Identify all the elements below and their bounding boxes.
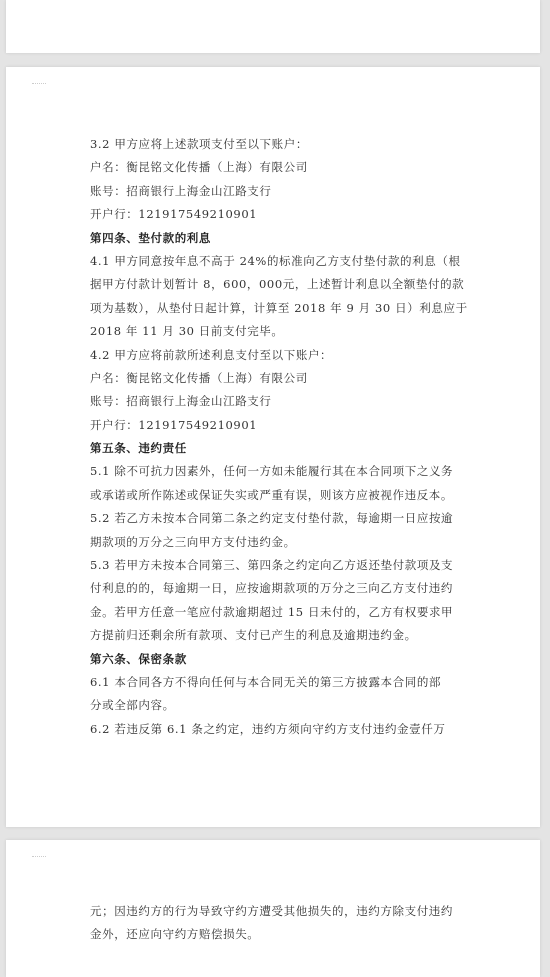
section-heading: 第六条、保密条款 <box>90 651 187 666</box>
previous-page <box>6 0 540 53</box>
document-page <box>6 67 540 827</box>
text-line: 方提前归还剩余所有款项、支付已产生的利息及逾期违约金。 <box>90 628 417 643</box>
section-heading: 第四条、垫付款的利息 <box>90 230 211 245</box>
text-line: 金外，还应向守约方赔偿损失。 <box>90 927 260 942</box>
text-line: 据甲方付款计划暂计 8，600，000元，上述暂计利息以全额垫付的款 <box>90 277 465 292</box>
text-line: 6.2 若违反第 6.1 条之约定，违约方须向守约方支付违约金壹仟万 <box>90 721 446 736</box>
text-line: 元；因违约方的行为导致守约方遭受其他损失的，违约方除支付违约 <box>90 904 453 918</box>
text-line: 或承诺或所作陈述或保证失实或严重有误，则该方应被视作违反本。 <box>90 487 453 502</box>
text-line: 5.3 若甲方未按本合同第三、第四条之约定向乙方返还垫付款项及支 <box>90 558 454 573</box>
text-line: 分或全部内容。 <box>90 698 175 713</box>
text-line: 4.1 甲方同意按年息不高于 24%的标准向乙方支付垫付款的利息（根 <box>90 253 461 268</box>
text-line: 户名：衡昆铭文化传播（上海）有限公司 <box>90 160 308 175</box>
next-page <box>6 840 540 977</box>
text-line: 期款项的万分之三向甲方支付违约金。 <box>90 534 296 549</box>
text-line: 户名：衡昆铭文化传播（上海）有限公司 <box>90 370 308 385</box>
text-line: 3.2 甲方应将上述款项支付至以下账户： <box>90 137 308 151</box>
page-mark <box>32 83 46 87</box>
page-content <box>90 133 506 741</box>
text-line: 开户行：121917549210901 <box>90 207 258 222</box>
text-line: 5.2 若乙方未按本合同第二条之约定支付垫付款，每逾期一日应按逾 <box>90 511 454 526</box>
section-heading: 第五条、违约责任 <box>90 441 187 456</box>
text-line: 付利息的的，每逾期一日，应按逾期款项的万分之三向乙方支付违约 <box>90 581 453 596</box>
text-line: 2018 年 11 月 30 日前支付完毕。 <box>90 324 284 339</box>
text-line: 开户行：121917549210901 <box>90 417 258 432</box>
text-line: 金。若甲方任意一笔应付款逾期超过 15 日未付的，乙方有权要求甲 <box>90 604 454 619</box>
text-line: 4.2 甲方应将前款所述利息支付至以下账户： <box>90 347 333 362</box>
text-line: 账号：招商银行上海金山江路支行 <box>90 183 272 198</box>
text-line: 账号：招商银行上海金山江路支行 <box>90 394 272 409</box>
page-mark <box>32 856 46 860</box>
text-line: 项为基数），从垫付日起计算，计算至 2018 年 9 月 30 日）利息应于 <box>90 300 468 315</box>
text-line: 6.1 本合同各方不得向任何与本合同无关的第三方披露本合同的部 <box>90 674 442 689</box>
page-content <box>90 900 506 947</box>
text-line: 5.1 除不可抗力因素外，任何一方如未能履行其在本合同项下之义务 <box>90 464 454 479</box>
